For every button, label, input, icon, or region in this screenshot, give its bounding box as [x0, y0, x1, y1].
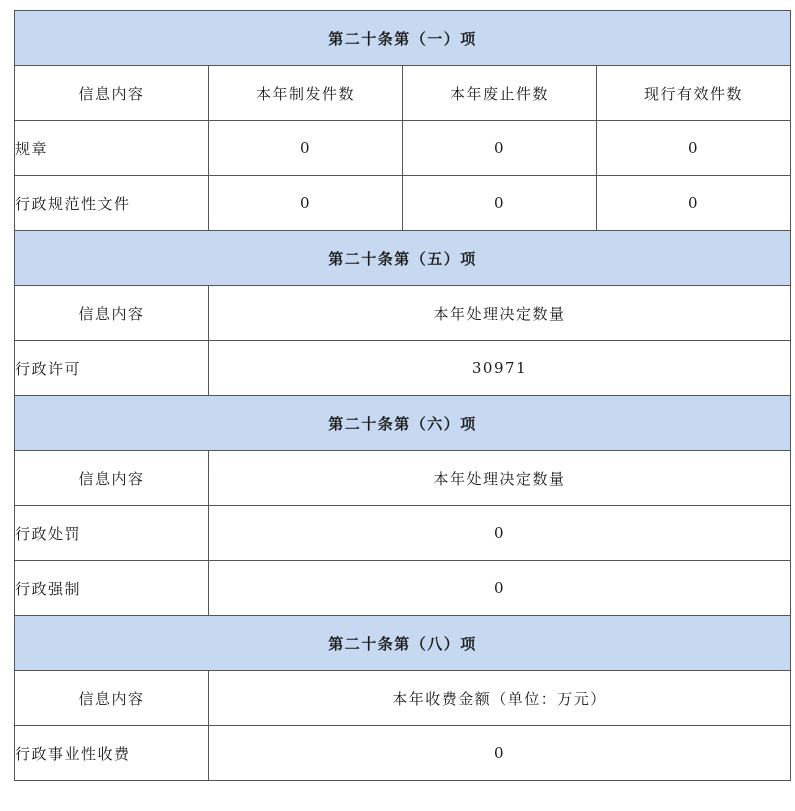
disclosure-table — [14, 10, 791, 781]
column-header: 本年处理决定数量 — [209, 286, 791, 341]
table-row — [15, 561, 791, 616]
section-header-row — [15, 616, 791, 671]
section-header-row — [15, 11, 791, 66]
row-label: 行政处罚 — [15, 506, 209, 561]
column-header: 信息内容 — [15, 286, 209, 341]
section-title: 第二十条第（六）项 — [15, 396, 791, 451]
row-label: 行政事业性收费 — [15, 726, 209, 781]
cell-value: 0 — [403, 176, 597, 231]
column-header-row — [15, 451, 791, 506]
column-header: 本年废止件数 — [403, 66, 597, 121]
column-header-row — [15, 286, 791, 341]
cell-value: 0 — [403, 121, 597, 176]
table-row — [15, 726, 791, 781]
column-header: 本年收费金额（单位：万元） — [209, 671, 791, 726]
column-header-row — [15, 671, 791, 726]
cell-value: 0 — [597, 121, 791, 176]
row-label: 行政规范性文件 — [15, 176, 209, 231]
column-header-row — [15, 66, 791, 121]
table-row — [15, 176, 791, 231]
cell-value: 0 — [209, 121, 403, 176]
table-row — [15, 341, 791, 396]
column-header: 本年制发件数 — [209, 66, 403, 121]
section-header-row — [15, 396, 791, 451]
row-label: 规章 — [15, 121, 209, 176]
column-header: 现行有效件数 — [597, 66, 791, 121]
section-title: 第二十条第（一）项 — [15, 11, 791, 66]
section-title: 第二十条第（八）项 — [15, 616, 791, 671]
row-label: 行政许可 — [15, 341, 209, 396]
section-header-row — [15, 231, 791, 286]
table-row — [15, 506, 791, 561]
column-header: 信息内容 — [15, 671, 209, 726]
table-row — [15, 121, 791, 176]
cell-value: 0 — [209, 506, 791, 561]
column-header: 信息内容 — [15, 66, 209, 121]
cell-value: 0 — [209, 176, 403, 231]
cell-value: 0 — [597, 176, 791, 231]
cell-value: 30971 — [209, 341, 791, 396]
cell-value: 0 — [209, 561, 791, 616]
cell-value: 0 — [209, 726, 791, 781]
column-header: 本年处理决定数量 — [209, 451, 791, 506]
column-header: 信息内容 — [15, 451, 209, 506]
row-label: 行政强制 — [15, 561, 209, 616]
section-title: 第二十条第（五）项 — [15, 231, 791, 286]
